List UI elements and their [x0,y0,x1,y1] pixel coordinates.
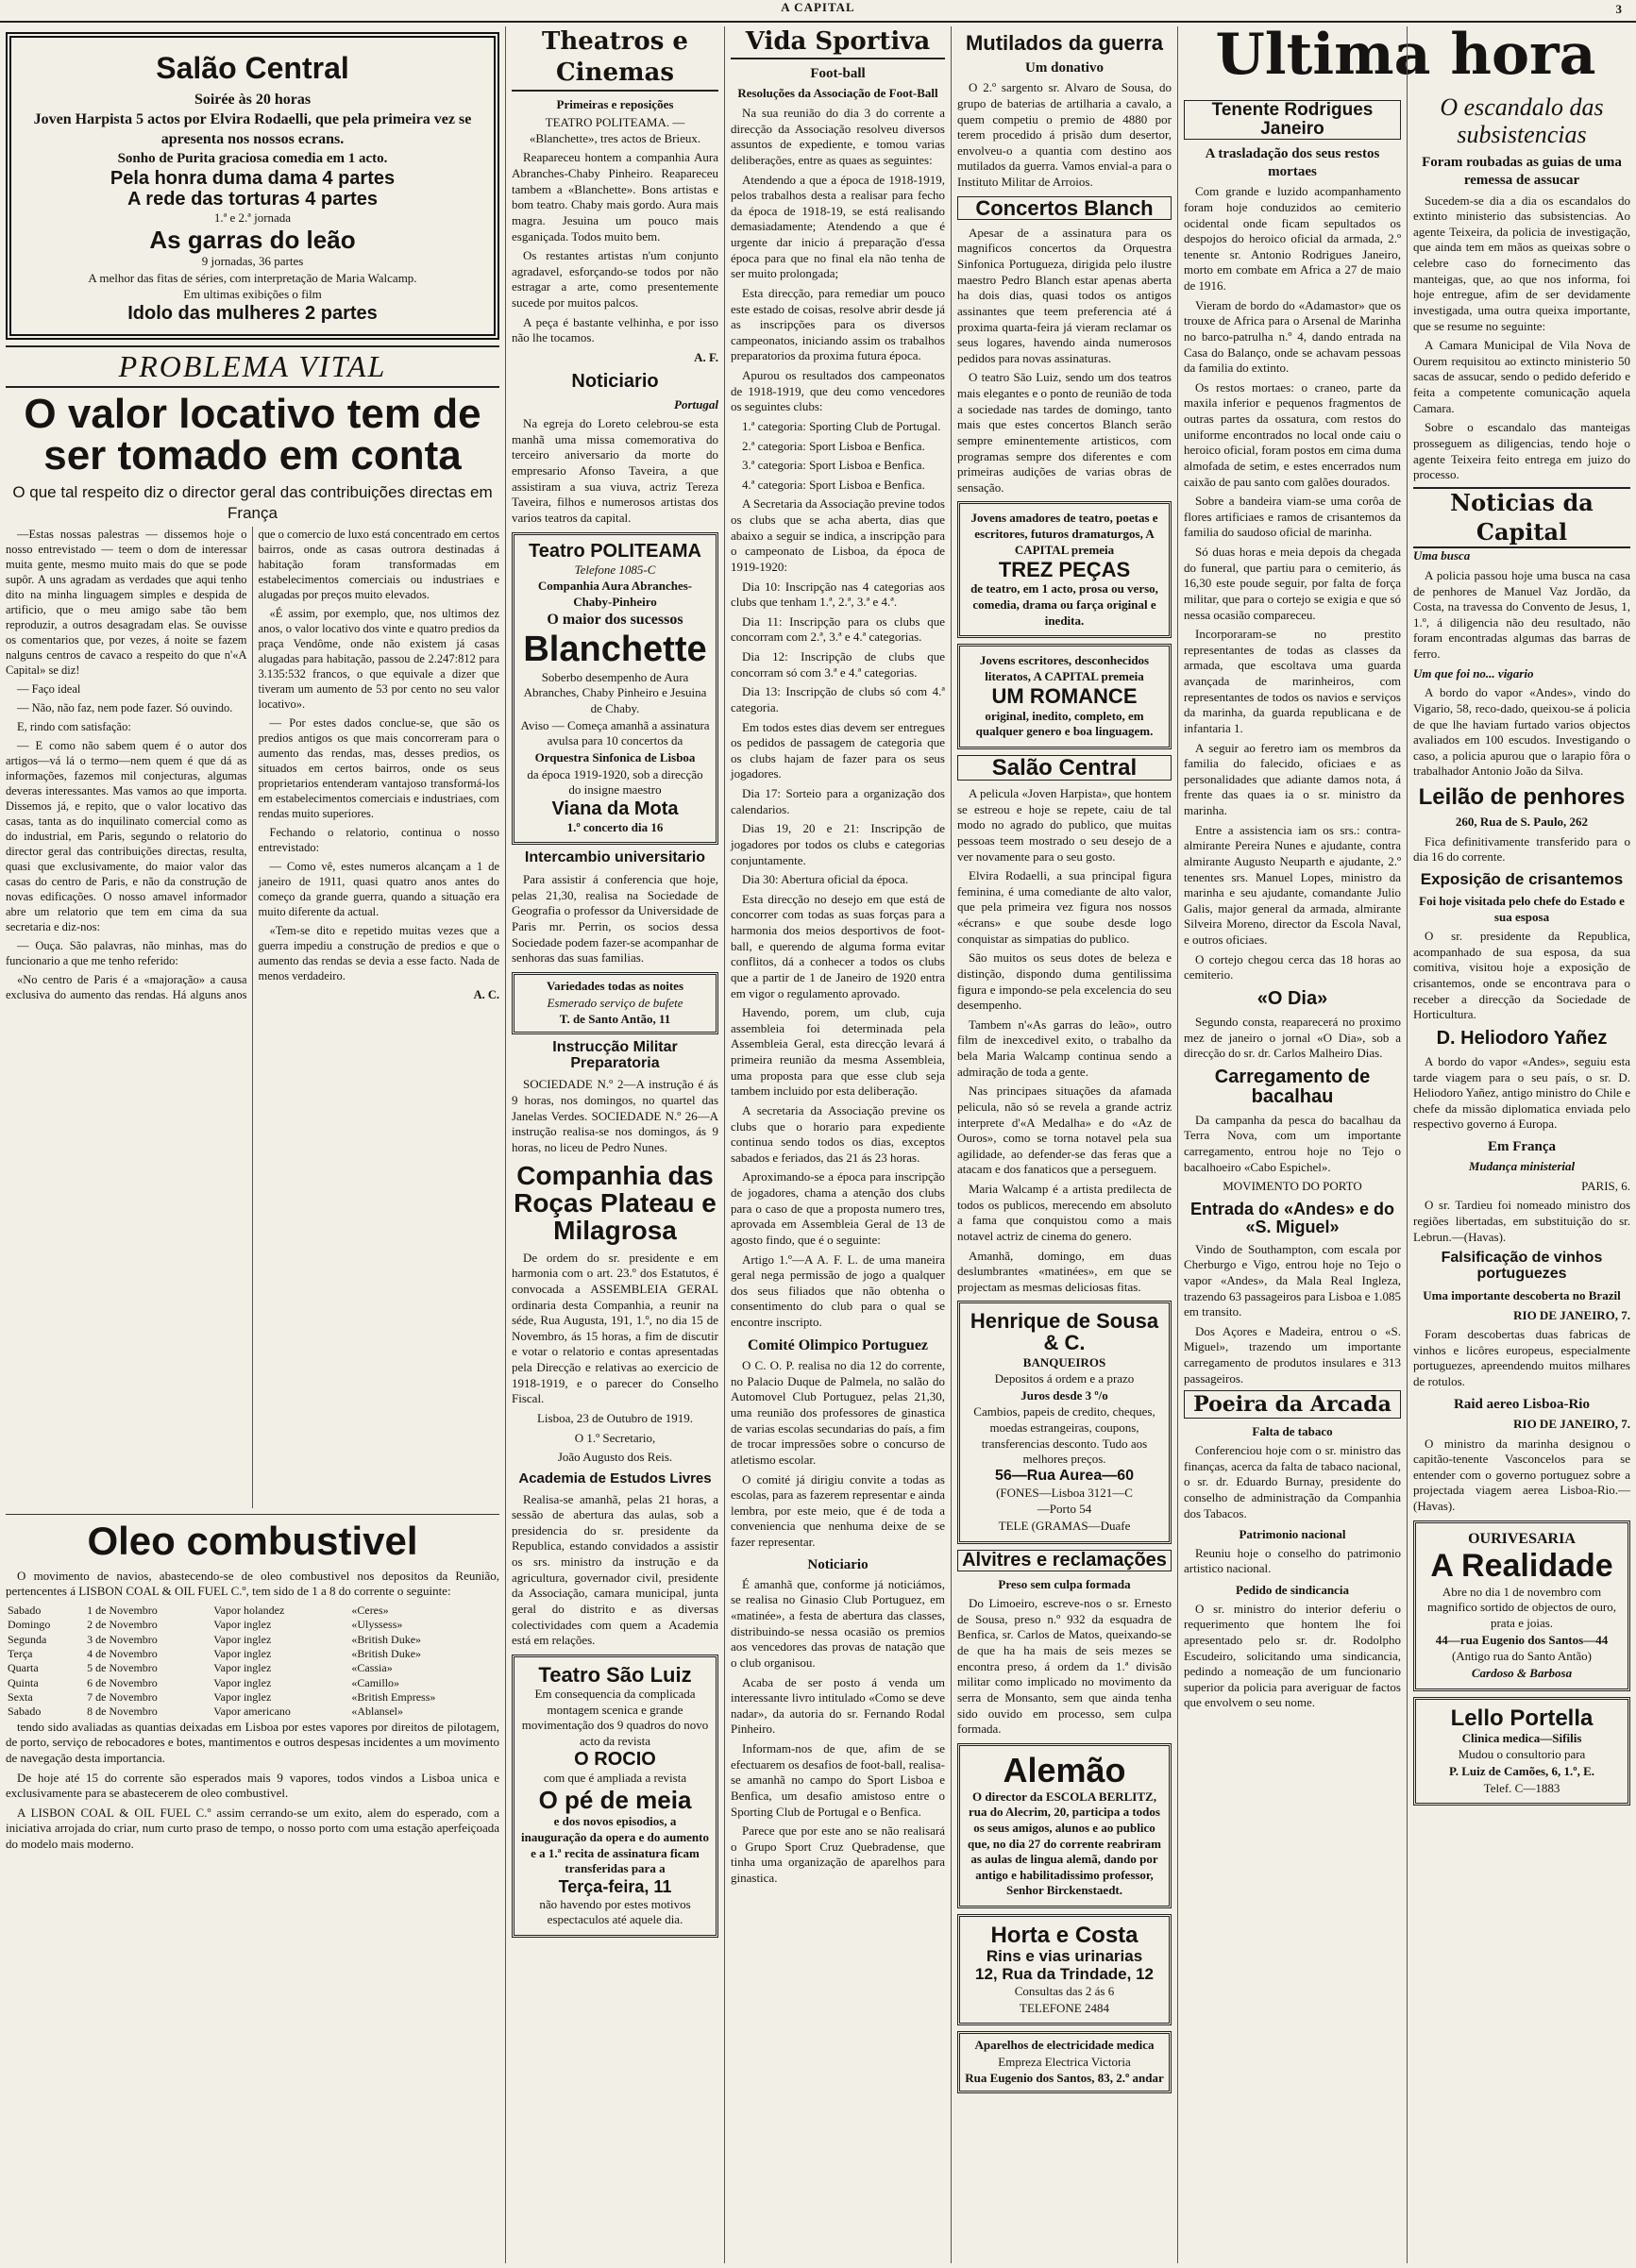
pol-viana: Viana da Mota [551,798,679,819]
sl-n: não havendo por estes motivos espectaculos até aquele dia. [539,1896,691,1927]
falsificacao-sub: Uma importante descoberta no Brazil [1423,1287,1621,1302]
ship-cell: 7 de Novembro [87,1689,158,1704]
bacalhau-p: Da campanha da pesca do bacalhau da Terra Nova, com um importante carregamento, entrou hoje no Tejo o bacalhoeiro «Cabo Espichel». [1184,1112,1401,1174]
salao-central-title: Salão Central [957,755,1172,781]
ship-cell: 4 de Novembro [87,1646,158,1660]
ship-cell: «British Empress» [351,1689,436,1704]
column-3 [724,26,951,2263]
cat-2: 2.ª categoria: Sport Lisboa e Benfica. [742,438,925,453]
poeira-title: Poeira da Arcada [1184,1390,1401,1419]
ship-row [6,1690,499,1705]
article-p6: — Ouça. São palavras, não minhas, mas do funcionario a que me tenho referido: [6,939,247,968]
o-dia-p: Segundo consta, reaparecerá no proximo mez de janeiro o jornal «O Dia», sob a direcção do sr. dr. Carlos Malheiro Dias. [1184,1014,1401,1061]
pol-maior: O maior dos sucessos [547,612,683,629]
companhia-s2: João Augusto dos Reis. [557,1450,673,1465]
trez-b: TREZ PEÇAS [998,558,1131,582]
salao-p5: Nas principaes situações da afamada pelicula, não só se revela a grande actriz interprete d'«A Medalha» e do «Az de Ouros», como se torna notavel pela sua agilidade, ao defender-se das feras que a atacam e dos fanaticos que a perseguem. [957,1084,1172,1177]
salao-title: Salão Central [156,51,349,85]
article-p4: E, rindo com satisfação: [17,720,131,734]
salao-l4: A rede das torturas 4 partes [127,189,378,210]
sl-pe: O pé de meia [538,1786,692,1815]
salao-p4: Tambem n'«As garras do leão», outro film de inexcedivel exito, o trabalho da bela Maria Walcamp continua sendo a admiração de toda a gente. [957,1016,1172,1079]
column-4 [951,26,1177,2263]
hc-tel: TELEFONE 2484 [1020,2000,1109,2015]
ship-cell: Vapor americano [213,1705,291,1719]
variedades-ad [512,972,718,1034]
sport-p10: Esta direcção no desejo em que está de concorrer com todas as suas forças para a harmonia dos meios desportivos de foot-ball, e querendo de alguma forma evitar conflitos, dá a conhecer a todos os clubs que a partir de 1 de Janeiro de 1920 entra em vigor o regulamento aprovado. [731,891,945,1000]
horta-costa-ad [957,1914,1172,2025]
ten-p2: Vieram de bordo do «Adamastor» que os trouxe de Africa para o Arsenal de Marinha no barco-patrulha n.º 4, dando entrada na Casa do Balanço, onde se achavam pessoas da familia do extinto. [1184,297,1401,376]
theatros-sig: A. F. [694,349,718,364]
sport-p2: Atendendo a que a época de 1918-1919, pelos trabalhos desta a realisar para fecho da época de 1918-19, se está realisando demasiadamente; Atendendo a que é urgente dar inicio á preparação d'essa época para que no final ela não tenha de ser muito prolongada; [731,172,945,281]
hs-juros: Juros desde 3 º/o [1020,1387,1108,1403]
our-title: OURIVESARIA [1468,1530,1576,1547]
salao-l1: Joven Harpista 5 actos por Elvira Rodaelli, que pela primeira vez se apresenta nos nossos ecrans. [33,111,472,147]
vigario-title: Um que foi no... vigario [1413,665,1534,680]
column-1 [0,26,505,2263]
ship-cell: 3 de Novembro [87,1632,158,1646]
concertos-p1: Apesar de a assinatura para os magnificos concertos da Orquestra Sinfonica Portugueza, dirigida pelo ilustre maestro Pedro Blanch estar apenas aberta ha dois dias, quasi todos os antigos assinantes que teem preferencia até á proxima quarta-feira já vieram reclamar os seus logares, havendo ainda numerosos pedidos para novas assinaturas. [957,225,1172,365]
sport-p1: Na sua reunião do dia 3 do corrente a direcção da Associação resolveu diversos assuntos de expediente, e tomou varias deliberações, entre as quaes as seguintes: [731,106,945,167]
not-p3: Informam-nos de que, afim de se efectuarem os desafios de foot-ball, realisa-se amanhã no campo do Sport Lisboa e Benfica, um desafio amistoso entre o Sporting Club de Portugal e o Benfica. [731,1741,945,1819]
ship-row [6,1647,499,1661]
franca-sub: Mudança ministerial [1468,1159,1576,1174]
salao-l8: A melhor das fitas de séries, com interpretação de Maria Walcamp. [88,270,417,285]
noticiario-p1: Na egreja do Loreto celebrou-se esta manhã uma missa comemorativa do terceiro aniversario da morte do empresario Afonso Taveira, a que assistiram a sua viuva, actriz Tereza Taveira, filhos e numerosos artistas dos varios teatros da capital. [512,416,718,525]
trez-c: de teatro, em 1 acto, prosa ou verso, comedia, drama ou farça original e inedita. [970,581,1158,628]
our-name: A Realidade [1430,1548,1613,1585]
ship-cell: Segunda [8,1632,47,1646]
ten-p7: A seguir ao feretro iam os membros da familia do falecido, oficiaes e as personalidades que adiante damos nota, á frente das quaes ia o sr. ministro da marinha. [1184,740,1401,817]
salao-l2: Sonho de Purita graciosa comedia em 1 acto. [117,151,388,166]
salao-l3: Pela honra duma dama 4 partes [110,168,396,190]
raid-title: Raid aereo Lisboa-Rio [1454,1396,1590,1412]
esc-p1: Sucedem-se dia a dia os escandalos do extinto ministerio das subsistencias. Ao agente Teixeira, da policia de investigação, que ainda tem em mãos as queixas sobre o celebre caso do fornecimento das manteigas, que, ao que nos informa, foi hoje entregue, afim de ser devidamente investigada, uma outra queixa importante, que se resume no seguinte: [1413,193,1630,333]
ship-row [6,1705,499,1719]
ship-cell: Vapor inglez [213,1618,272,1632]
hc-addr: 12, Rua da Trindade, 12 [975,1965,1154,1984]
leilao-title: Leilão de penhores [1418,784,1626,810]
theatros-title: Theatros e Cinemas [512,26,718,92]
sport-p3: Esta direcção, para remediar um pouco este estado de coisas, resolve abrir desde já as inscripções para os diversos campeonatos, iniciando assim os trabalhos preparatorios da proxima futura época. [731,285,945,363]
cat-4: 4.ª categoria: Sport Lisboa e Benfica. [742,477,925,492]
not-p1: É amanhã que, conforme já noticiámos, se realisa no Ginasio Club Portuguez, em «matinée», a festa de abertura das classes, distribuindo-se nessa ocasião os premios aos vencedores das provas de natação que o club organisou. [731,1576,945,1670]
aparelhos-ad [957,2031,1172,2093]
franca-date: PARIS, 6. [1581,1178,1630,1193]
article-p7: «No centro de Paris é a «majoração» a causa exclusiva do aumento das rendas. Há alguns anos que o comercio de luxo está concentrado em certos bairros, onde as casas outrora destinadas á habitação foram transformadas em estabelecimentos comerciais ou industriaes e alugadas por preços muito elevados. [6,528,499,1002]
sl-rocio: O ROCIO [574,1749,656,1771]
ships-table [6,1604,499,1720]
ship-row [6,1661,499,1675]
franca-title: Em França [1487,1139,1557,1155]
patrimonio-p: Reuniu hoje o conselho do patrimonio artistico nacional. [1184,1545,1401,1576]
article-p3: — Não, não faz, nem pode fazer. Só ouvindo. [17,701,233,715]
academia-title: Academia de Estudos Livres [518,1470,712,1487]
cat-1: 1.ª categoria: Sporting Club de Portugal. [742,418,941,433]
sport-p11: Havendo, porem, um club, cuja assembleia foi determinada pela Assembleia Geral, esta direcção levará á primeira reunião da mesma Assembleia, uma proposta para que esse club seja tambem incluido por esta deliberação. [731,1005,945,1099]
main-headline: O valor locativo tem de ser tomado em conta [24,390,481,479]
column-2 [505,26,724,2263]
alemao-body: O director da ESCOLA BERLITZ, rua do Alecrim, 20, participa a todos os seus amigos, alunos e ao publico que, no dia 27 do corrente reabriram as aulas de lingua alemã, dando por antigo e habilitadissimo professor, Senhor Birckenstaedt. [968,1789,1161,1898]
ten-p4: Sobre a bandeira viam-se uma corôa de flores artificiaes e ramos de crisantemos da familia do saudoso oficial de marinha. [1184,494,1401,540]
ourivesaria-ad [1413,1520,1630,1691]
escandalo-title: O escandalo das subsistencias [1440,93,1604,148]
sl-body: Em consequencia da complicada montagem scenica e grande movimentação dos 9 quadros do novo acto da revista [521,1686,709,1748]
hs-porto: —Porto 54 [1037,1502,1092,1517]
football-title: Foot-ball [810,66,866,82]
pol-desc: Soberbo desempenho de Aura Abranches, Chaby Pinheiro e Jesuina de Chaby. [523,669,707,716]
article-p5: — E como não sabem quem é o autor dos artigos—vá lá o termo—nem quem é que dá as informações, fazemos mil conjecturas, algumas deveras interessantes. Mas vamos ao que importa. Dissemos já, e repito, que o valor locativo das casas, tanta as do inquilinato comercial como as do industrial, em Paris, segundo o relatorio do director geral das contribuições directas, resulta, quasi que exclusivamente, do maior valor das casas do centro de Paris, e não da construção de novas edificações. O nosso amavel informador abre um relatorio que tem em cima da sua secretaria e diz-nos: [6,739,247,934]
sindicancia-title: Pedido de sindicancia [1236,1583,1349,1598]
falsificacao-date: RIO DE JANEIRO, 7. [1513,1307,1630,1322]
comite-title: Comité Olimpico Portuguez [747,1336,929,1353]
hs-name: Henrique de Sousa & C. [970,1309,1159,1355]
busca-title: Uma busca [1413,548,1471,563]
sl-f: e dos novos episodios, a inauguração da opera e do aumento e a 1.ª recita de assinatura ficam transferidas para a [521,1814,709,1876]
heliodoro-title: D. Heliodoro Yañez [1436,1027,1608,1049]
ten-p1: Com grande e luzido acompanhamento foram hoje conduzidos ao cemiterio ocidental onde ficam sepultados os despojos do heroico oficial da armada, 2.º tenente sr. Antonio Rodrigues Janeiro, morto em combate em Africa a 27 de maio de 1916. [1184,184,1401,293]
alemao-ad [957,1743,1172,1908]
sport-p12: A secretaria da Associação previne os clubs que o horario para expediente continua sendo todos os dias, exceptos sabados e feriados, das 21 ás 23 horas. [731,1102,945,1165]
sport-p4: Apurou os resultados dos campeonatos de 1918-1919, que deu como vencedores os seguintes clubs: [731,368,945,414]
salao-central-ad [6,32,499,340]
ap-addr: Rua Eugenio dos Santos, 83, 2.º andar [965,2071,1164,2086]
sport-p5: A Secretaria da Associação previne todos os clubs que se acha aberta, dias que abaixo a seguir se indica, a inscripção para o campeonato de Lisboa, da época de 1919-1920: [731,496,945,574]
ship-row [6,1676,499,1690]
tenente-title: Tenente Rodrigues Janeiro [1184,100,1401,140]
falsificacao-p: Foram descobertas duas fabricas de vinhos e licôres europeus, especialmente portuguezes, apreendendo muitos milhares de rotulos. [1413,1327,1630,1389]
masthead-title: A CAPITAL [781,0,855,14]
comite-p2: O comité já dirigiu convite a todas as escolas, para as fazerem representar e ainda lembra, por este meio, que é de toda a conveniencia que nenhuma deixe de se fazer representar. [731,1471,945,1550]
pol-conc: 1.º concerto dia 16 [566,819,664,834]
esc-p2: A Camara Municipal de Vila Nova de Ourem requisitou ao extincto ministerio 50 sacas de assucar, sendo o pedido deferido e feita a competente comunicação aquela Camara. [1413,338,1630,415]
ap-emp: Empreza Electrica Victoria [998,2054,1131,2069]
ap-title: Aparelhos de electricidade medica [974,2038,1155,2053]
esc-p3: Sobre o escandalo das manteigas prosseguem as diligencias, tendo hoje o agente Teixeira feito entrega em juizo do processo. [1413,420,1630,482]
ship-cell: Vapor inglez [213,1675,272,1689]
salao-l7: 9 jornadas, 36 partes [201,254,304,269]
masthead [0,0,1636,23]
portugal-label: Portugal [674,396,718,412]
alvitres-p: Do Limoeiro, escreve-nos o sr. Ernesto de Sousa, preso n.º 932 da esquadra de Benfica, sr. Carlos de Matos, queixando-se de que ha ha mais de seis mezes se encontra preso, á ordem da 1.ª divisão militar como implicado no movimento da serra de Monsanto, sem que ainda tenha sido ouvido em processo, sem culpa formada. [957,1596,1172,1737]
tabaco-p: Conferenciou hoje com o sr. ministro das finanças, acerca da falta de tabaco nacional, o sr. dr. Eduardo Burnay, presidente do conselho de administração da Companhia dos Tabacos. [1184,1443,1401,1520]
mutilados-title: Mutilados da guerra [965,31,1164,55]
ship-row [6,1633,499,1647]
concertos-title: Concertos Blanch [957,196,1172,220]
day-4: Dia 13: Inscripção de clubs só com 4.ª categoria. [731,684,945,714]
ten-p3: Os restos mortaes: o craneo, parte da maxila inferior e pequenos fragmentos de outras partes da ossatura, com restos do uniforme encontrados no local onde caiu o heroico oficial, foram postos em cima duma almofada de setim, e estes encerrados num caixão de pau santo com galões dourados. [1184,379,1401,489]
concertos-p2: O teatro São Luiz, sendo um dos teatros mais elegantes e o ponto de reunião de toda a sociedade nas tardes de domingo, tanto mais que estes concertos Blanch serão sempre eminentemente artisticos, com programas sempre dos diferentes e com primeiras audições de varias obras de sensação. [957,370,1172,495]
salao-l5: 1.ª e 2.ª jornada [213,210,292,226]
exposicao-p: O sr. presidente da Republica, acompanhado de sua esposa, da sua comitiva, visitou hoje a exposição de crisantemos, onde se encontrava para o receber a direcção da Sociedade de Horticultura. [1413,929,1630,1022]
salao-l9: Em ultimas exibições o film [183,287,322,302]
article-p9: — Por estes dados conclue-se, que são os predios antigos os que mais concorreram para o aumento das rendas, mas, desses predios, os situados em certos bairros, onde os seus proprietarios entenderam vantajoso transformá-los em estabelecimentos comerciais e industriaes, com rendas muito superiores. [258,716,499,821]
o-dia-title: «O Dia» [1257,987,1328,1009]
noticiario-title: Noticiario [571,370,659,392]
escandalo-sub: Foram roubadas as guias de uma remessa de assucar [1422,155,1622,189]
trez-pecas-ad [957,501,1172,638]
ten-p5: Só duas horas e meia depois da chegada do funeral, que partiu para o cemiterio, ás 16,30 este poude seguir, por falta de força militar, que para o cortejo se exigia e que só nessa ocasião compareceu. [1184,545,1401,622]
ship-cell: Vapor inglez [213,1632,272,1646]
ten-p6: Incorporaram-se no prestito representantes de todas as classes da armada, que escoltava uma guarda avançada de marinheiros, com representantes de todos os navios e serviços da marinha, da guarda republicana e de infantaria 1. [1184,627,1401,735]
raid-p: O ministro da marinha designou o capitão-tenente Vasconcelos para se entender com o governo portuguez sobre a projectada viagem aerea Lisboa-Rio.—(Havas). [1413,1436,1630,1513]
tabaco-title: Falta de tabaco [1252,1424,1333,1439]
trez-a: Jovens amadores de teatro, poetas e escritores, futuros dramaturgos, A CAPITAL premeia [970,511,1158,557]
andes-p1: Vindo de Southampton, com escala por Cherburgo e Vigo, entrou hoje no Tejo o vapor «Andes», da Mala Real Ingleza, trazendo 63 passageiros para Lisboa e 1.085 em transito. [1184,1241,1401,1319]
oleo-p2: De hoje até 15 do corrente são esperados mais 9 vapores, todos vindos a Lisboa unica e exclusivamente para se abastecerem de oleo combustivel. [6,1770,499,1801]
mutilados-p: O 2.º sargento sr. Alvaro de Sousa, do grupo de baterias de artilharia a cavalo, a quem competiu o premio de 4880 por terem procedido á prisão dum desertor, envolveu-o a quantia com destino aos mutilados da guerra. Vamos envial-a para o Instituto Militar de Arroios. [957,80,1172,190]
not-p2: Acaba de ser posto á venda um interessante livro intitulado «Como se deve nadar», da autoria do sr. Fernando Rodal Pinheiro. [731,1674,945,1737]
henrique-sousa-ad [957,1301,1172,1543]
teatro-line: TEATRO POLITEAMA. — «Blanchette», tres actos de Brieux. [529,115,701,145]
our-addr: 44—rua Eugenio dos Santos—44 [1435,1632,1609,1647]
companhia-date: Lisboa, 23 de Outubro de 1919. [536,1410,693,1425]
var-title: Variedades todas as noites [546,978,684,993]
salao-p3: São muitos os seus dotes de beleza e distinção, dispondo duma gentilissima figura e impondo-se pela excelencia do seu desempenho. [957,950,1172,1013]
rom-b: UM ROMANCE [991,684,1138,709]
sindicancia-p: O sr. ministro do interior deferiu o requerimento que hontem lhe foi apresentado pelo sr. dr. Rodolpho Escudeiro, solicitando uma sindicancia, pedindo a nomeação de um funcionario superior da policia para averiguar de factos que envolvem o seu nome. [1184,1601,1401,1710]
ten-p8: Entre a assistencia iam os srs.: contra-almirante Pereira Nunes e ajudante, contra almirante Augusto Neuparth e ajudante, 2.º tenentes srs. Manuel Lopes, ministro da marinha e seu ajudante, comandante Julio Galis, major general da armada, almirante Silveira Moreno, director da Escola Naval, e outros oficiaes. [1184,822,1401,947]
hc-sub: Rins e vias urinarias [986,1947,1143,1966]
vigario-p: A bordo do vapor «Andes», vindo do Vigario, 58, reco-dado, queixou-se á policia de que lhe haviam furtado varios objectos avaliados em 100 escudos. Investigando o caso, a policia apurou que o larapio fôra o trabalhador Antonio João da Silva. [1413,685,1630,779]
hs-cambios: Cambios, papeis de credito, cheques, moedas estrangeiras, coupons, transferencias desconto. Tudo aos melhores preços. [973,1404,1155,1467]
ship-cell: 1 de Novembro [87,1603,158,1617]
alvitres-title: Alvitres e reclamações [957,1550,1172,1571]
article-p1: —Estas nossas palestras — dissemos hoje o nosso entrevistado — teem o dom de interessar muita gente, mesmo muito mais do que se pode supôr. A uns agradam as verdades que aqui tenho dito na minha linguagem simples e despida de artificio, que o meu amigo sabe tão bem reproduzir, a outros desagradam elas. Se ouvisse os comentarios que, por vezes, á noite se fazem nalguns centros de cavaco a respeito do que n'«A Capital» se diz! [6,528,247,678]
column-6 [1407,26,1636,2263]
ship-cell: «British Duke» [351,1632,422,1646]
theatros-p2: Os restantes artistas n'um conjunto agradavel, esforçando-se todos por não estragar a arte, como presentemente sucede por muitos palcos. [512,248,718,311]
sport-p8: Dias 19, 20 e 21: Inscripção de jogadores por todos os clubs e categorias conjuntamente. [731,821,945,867]
pol-orq: Orquestra Sinfonica de Lisboa [534,749,696,764]
alemao-title: Alemão [1003,1750,1126,1789]
movimento-porto: MOVIMENTO DO PORTO [1223,1179,1362,1194]
day-3: Dia 12: Inscripção de clubs que concorram só com 3.ª e 4.ª categorias. [731,649,945,680]
article-signature: A. C. [473,988,499,1002]
article-p8: «É assim, por exemplo, que, nos ultimos dez anos, o valor locativo dos vinte e quatro predios da praça Vendôme, onde não existem já casas alugadas para habitação, passou de 2.247:812 para 3.135:532 francos, o que equivale a dizer que tiveram um aumento de 53 por cento no seu valor locativo». [258,607,499,712]
ship-cell: Vapor holandez [213,1603,285,1617]
ship-cell: 5 de Novembro [87,1661,158,1675]
salao-l10: Idolo das mulheres 2 partes [127,302,378,324]
ship-cell: Sabado [8,1705,42,1719]
not-p4: Parece que por este ano se não realisará o Grupo Sport Cruz Quebradense, que tinha uma organização de aparelhos para ginastica. [731,1823,945,1886]
our-firm: Cardoso & Barbosa [1471,1665,1573,1680]
lello-m: Mudou o consultorio para [1458,1747,1586,1762]
intercambio-p: Para assistir á conferencia que hoje, pelas 21,30, realisa na Sociedade de Geografia o professor da Universidade de Paris mr. Perrin, os socios dessa Sociedade podem fazer-se acompanhar de senhoras das suas familias. [512,872,718,966]
theatros-sub: Primeiras e reposições [556,96,674,111]
intercambio-title: Intercambio universitario [524,849,706,866]
ultima-hora-title: Ultima hora [1215,22,1596,88]
pol-company: Companhia Aura Abranches-Chaby-Pinheiro [537,579,693,609]
article-p12: «Tem-se dito e repetido muitas vezes que a guerra impediu a construção de predios e que o aumento das rendas se devia a esse facto. Nada de menos verdadeiro. [258,924,499,983]
sport-p7: Dia 17: Sorteio para a organização dos calendarios. [731,786,945,816]
hc-cons: Consultas das 2 ás 6 [1014,1983,1115,1998]
pol-epoca: da época 1919-1920, sob a direcção do insigne maestro [527,766,703,798]
ship-cell: «Cassia» [351,1661,393,1675]
ship-cell: «Ulyssess» [351,1618,403,1632]
busca-p: A policia passou hoje uma busca na casa de penhores de Manuel Vaz Jordão, da Costa, na travessa do Convento de Jesus, 1, 1.º, á diligencia não deu resultado, não foram encontradas algumas das barras de ferro. [1413,567,1630,661]
sl-terca: Terça-feira, 11 [558,1876,672,1896]
andes-title: Entrada do «Andes» e do «S. Miguel» [1189,1199,1395,1236]
ship-cell: Domingo [8,1618,51,1632]
lello-sub: Clinica medica—Sifilis [1461,1730,1582,1745]
academia-p: Realisa-se amanhã, pelas 21 horas, a sessão de abertura das aulas, sob a presidencia do sr. presidente da Republica, estando convidados a assistir os srs. ministro da instrução e da agricultura, governador civil, presidente da Associação, camara municipal, junta geral do distrito e as diversas colectividades com quem a Academia está em relações. [512,1491,718,1648]
sao-luiz-ad [512,1655,718,1938]
andes-p2: Dos Açores e Madeira, entrou o «S. Miguel», trazendo um importante carregamento de produtos insulares e 313 passageiros. [1184,1323,1401,1386]
lello-name: Lello Portella [1450,1705,1594,1731]
salao-l6: As garras do leão [149,225,356,254]
oleo-intro: O movimento de navios, abastecendo-se de oleo combustivel nos depositos da Reunião, pertencentes á LISBON COAL & OIL FUEL C.º, tem sido de 1 a 8 do corrente o seguinte: [6,1568,499,1599]
hs-addr: 56—Rua Aurea—60 [994,1467,1135,1484]
theatros-p3: A peça é bastante velhinha, e por isso não lhe tocamos. [512,314,718,345]
falsificacao-title: Falsificação de vinhos portuguezes [1441,1250,1603,1283]
sport-p9: Dia 30: Abertura oficial da época. [742,872,909,887]
companhia-s1: O 1.º Secretario, [574,1430,656,1445]
salao-sub: Soirée às 20 horas [194,91,312,108]
article-p10: Fechando o relatorio, continua o nosso entrevistado: [258,826,499,855]
ship-row [6,1618,499,1632]
leilao-addr: 260, Rua de S. Paulo, 262 [1455,815,1589,830]
sl-o: com que é ampliada a revista [543,1771,687,1786]
ship-cell: Terça [8,1646,33,1660]
lello-tel: Telef. C—1883 [1483,1780,1560,1795]
exposicao-title: Exposição de crisantemos [1420,870,1624,889]
our-body: Abre no dia 1 de novembro com magnifico sortido de objectos de ouro, prata e joias. [1426,1584,1616,1631]
companhia-p: De ordem do sr. presidente e em harmonia com o art. 23.º dos Estatutos, é convocada a ASSEMBLEIA GERAL ordinaria desta Companhia, a reunir na séde, Rua Augusta, 191, 1.º, no dia 15 de Novembro, ás 15 horas, a fim de discutir e votar o relatorio e contas apresentadas pela Direcção e relativas ao exercicio de 1918-1919, e o parecer do Conselho Fiscal. [512,1250,718,1406]
leilao-p: Fica definitivamente transferido para o dia 16 do corrente. [1413,833,1630,865]
ship-cell: Vapor inglez [213,1661,272,1675]
pol-title: Teatro POLITEAMA [529,540,701,562]
sport-p14: Artigo 1.º—A A. F. L. de uma maneira geral nega permissão de jogo a qualquer dos seus filiados que não obtenha o consentimento do club para o qual se encontre inscripto. [731,1252,945,1330]
franca-p: O sr. Tardieu foi nomeado ministro dos regiões libertadas, em substituição do sr. Lebrun.—(Havas). [1413,1198,1630,1244]
ship-row [6,1604,499,1618]
theatros-p1: Reapareceu hontem a companhia Aura Abranches-Chaby Pinheiro. Reapareceu tambem a «Blanchette». Bons artistas e bom teatro. Chaby mais gordo. Aura mais magra. Jesuina um pouco mais esganiçada. Todos muito bem. [512,150,718,244]
patrimonio-title: Patrimonio nacional [1239,1527,1346,1542]
pol-blanchette: Blanchette [523,629,707,669]
ship-cell: Vapor inglez [213,1689,272,1704]
ten-p9: O cortejo chegou cerca das 18 horas ao cemiterio. [1184,951,1401,983]
ship-cell: «Camillo» [351,1675,400,1689]
football-sub: Resoluções da Associação de Foot-Ball [737,86,938,101]
our-ant: (Antigo rua do Santo Antão) [1451,1649,1593,1664]
rom-c: original, inedito, completo, em qualquer genero e boa linguagem. [975,708,1154,739]
day-2: Dia 11: Inscripção para os clubs que concorram com 2.ª, 3.ª e 4.ª categorias. [731,613,945,645]
ship-cell: «British Duke» [351,1646,422,1660]
salao-p6: Maria Walcamp é a artista predilecta de todos os publicos, merecendo em absoluto a fama que conquistou como a mais notavel actriz de cinema do genero. [957,1182,1172,1243]
ship-cell: 8 de Novembro [87,1705,158,1719]
hs-dep: Depositos á ordem e a prazo [994,1371,1135,1386]
day-1: Dia 10: Inscripção nas 4 categorias aos clubs que tenham 1.ª, 2.ª, 3.ª e 4.ª. [731,579,945,610]
pol-aviso: Aviso — Começa amanhã a assinatura avulsa para 10 concertos da [520,717,710,748]
heliodoro-p: A bordo do vapor «Andes», seguiu esta tarde viagem para o seu país, o sr. D. Heliodoro Yañez, antigo ministro do Chile e chefe da missão diplomatica enviada pelo respectivo governo á Europa. [1413,1053,1630,1132]
bacalhau-title: Carregamento de bacalhau [1214,1066,1371,1107]
romance-ad [957,644,1172,749]
sport-p13: Aproximando-se a época para inscripção de jogadores, chama a atenção dos clubs para o caso de que a proposta numero tres, aprovada em Assembleia Geral de 13 de agosto findo, que é o seguinte: [731,1169,945,1247]
hs-fones: (FONES—Lisboa 3121—C [996,1485,1133,1500]
oleo-title: Oleo combustivel [87,1519,418,1564]
ship-cell: Quarta [8,1661,39,1675]
var-sub: Esmerado serviço de bufete [547,995,683,1010]
comite-p1: O C. O. P. realisa no dia 12 do corrente, no Palacio Duque de Palmela, no salão do Automovel Club Portuguez, pelas 21,30, uma reunião dos professores de ginastica de varias escolas secundarias do país, a fim de trocar impressões sobre o concurso de atletismo escolar. [731,1358,945,1467]
ship-cell: Vapor inglez [213,1646,272,1660]
page-number: 3 [1615,2,1623,16]
noticias-title: Noticias da Capital [1413,487,1630,548]
rom-a: Jovens escritores, desconhecidos literatos, A CAPITAL premeia [979,653,1150,683]
raid-date: RIO DE JANEIRO, 7. [1513,1416,1630,1431]
main-subhead: O que tal respeito diz o director geral das contribuições directas em França [12,482,493,522]
sport-p6: Em todos estes dias devem ser entregues os pedidos de passagem de categoria que os clubs hajam de fazer para os seus jogadores. [731,719,945,781]
var-addr: T. de Santo Antão, 11 [559,1012,671,1027]
politeama-ad [512,532,718,846]
oleo-p1: tendo sido avaliadas as quantias deixadas em Lisboa por estes vapores por direitos de pilotagem, de porto, serviço de rebocadores e botes, mantimentos e outros despesas incidentes a um movimento de navegação desta importancia. [6,1719,499,1765]
lello-ad [1413,1697,1630,1806]
ship-cell: 6 de Novembro [87,1675,158,1689]
companhia-title: Companhia das Roças Plateau e Milagrosa [514,1160,717,1246]
ship-cell: Sabado [8,1603,42,1617]
vida-sportiva-title: Vida Sportiva [731,26,945,59]
cat-3: 3.ª categoria: Sport Lisboa e Benfica. [742,458,925,473]
alvitres-sub: Preso sem culpa formada [998,1576,1131,1591]
ship-cell: 2 de Novembro [87,1618,158,1632]
exposicao-sub: Foi hoje visitada pelo chefe do Estado e sua esposa [1419,893,1625,924]
mutilados-sub: Um donativo [1025,60,1104,76]
lello-addr: P. Luiz de Camões, 6, 1.º, E. [1448,1763,1595,1778]
noticiario-sport-title: Noticiario [807,1556,869,1572]
pol-tel: Telefone 1085-C [574,562,656,577]
instrucao-title: Instrucção Militar Preparatoria [552,1038,678,1071]
ship-cell: Sexta [8,1689,33,1704]
ship-cell: Quinta [8,1675,39,1689]
instrucao-p: SOCIEDADE N.º 2—A instrução é ás 9 horas, nos domingos, no quartel das Janelas Verdes. SOCIEDADE N.º 26—A instrução realisa-se nos domingos, ás 9 horas, no liceu de Pedro Nunes. [512,1077,718,1154]
sl-title: Teatro São Luiz [538,1662,692,1687]
salao-p1: A pelicula «Joven Harpista», que hontem se estreou e hoje se repete, caiu de tal modo no agrado do publico, que muitas pessoas teem mostrado o seu desejo de a ver novamente para o seu gosto. [957,786,1172,864]
hs-tele: TELE (GRAMAS—Duafe [998,1518,1131,1533]
ship-cell: «Ceres» [351,1603,389,1617]
hs-banq: BANQUEIROS [1022,1354,1106,1369]
ship-cell: «Ablansel» [351,1705,404,1719]
oleo-p3: A LISBON COAL & OIL FUEL C.º assim cerrando-se um exito, alem do esperado, com a iniciativa arrojada do criar, num curto praso de tempo, o nosso porto com uma estação aperfeiçoada do modelo mais moderno. [6,1805,499,1852]
salao-p7: Amanhã, domingo, em duas deslumbrantes «matinées», em que se projectam as mesmas deliciosas fitas. [957,1248,1172,1294]
article-p2: — Faço ideal [17,682,81,697]
salao-p2: Elvira Rodaelli, a sua principal figura feminina, é uma comediante de alto valor, que pela primeira vez figura nos nossos «écrans» e que soube desde logo conquistar as simpatias do publico. [957,868,1172,946]
article-body [6,527,499,1508]
hc-title: Horta e Costa [990,1923,1138,1949]
article-p11: — Como vê, estes numeros alcançam a 1 de janeiro de 1911, quasi quatro anos antes do começo da grande guerra, quando a situação era muito diferente da actual. [258,860,499,919]
problema-vital: PROBLEMA VITAL [6,345,499,388]
tenente-sub: A trasladação dos seus restos mortaes [1205,145,1380,180]
